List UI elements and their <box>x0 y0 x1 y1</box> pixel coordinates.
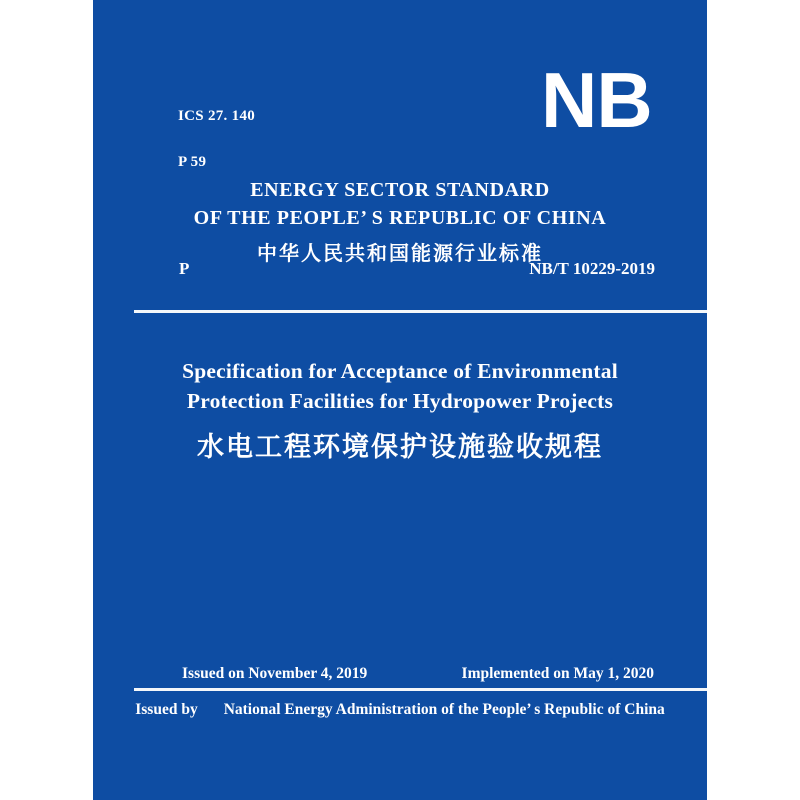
standard-cover <box>93 0 707 800</box>
title-cn: 水电工程环境保护设施验收规程 <box>197 432 603 462</box>
issued-by-label: Issued by <box>135 701 198 718</box>
dates-row <box>93 665 707 683</box>
title-en-line2: Protection Facilities for Hydropower Projects <box>186 389 614 413</box>
p-label: P <box>179 259 190 278</box>
ics-code: ICS 27. 140 <box>178 108 256 124</box>
title-en-line1: Specification for Acceptance of Environmental <box>182 359 618 383</box>
title-block <box>93 356 707 464</box>
issued-by-row <box>93 701 707 719</box>
footer-divider-rule <box>134 688 707 691</box>
header-divider-rule <box>134 310 707 313</box>
standard-number-row <box>93 259 707 279</box>
standard-header-en-line1: ENERGY SECTOR STANDARD <box>250 179 550 201</box>
standard-number: NB/T 10229-2019 <box>529 259 655 278</box>
standard-header-cn: 中华人民共和国能源行业标准 <box>257 243 543 265</box>
nb-logo: NB <box>541 56 652 144</box>
issued-date: Issued on November 4, 2019 <box>182 665 368 682</box>
standard-header-en-line2: OF THE PEOPLE’ S REPUBLIC OF CHINA <box>193 207 607 229</box>
standard-header <box>93 176 707 266</box>
implemented-date: Implemented on May 1, 2020 <box>461 665 654 682</box>
p-class-code: P 59 <box>178 154 207 170</box>
issued-by-value: National Energy Administration of the People’ s Republic of China <box>223 701 665 718</box>
